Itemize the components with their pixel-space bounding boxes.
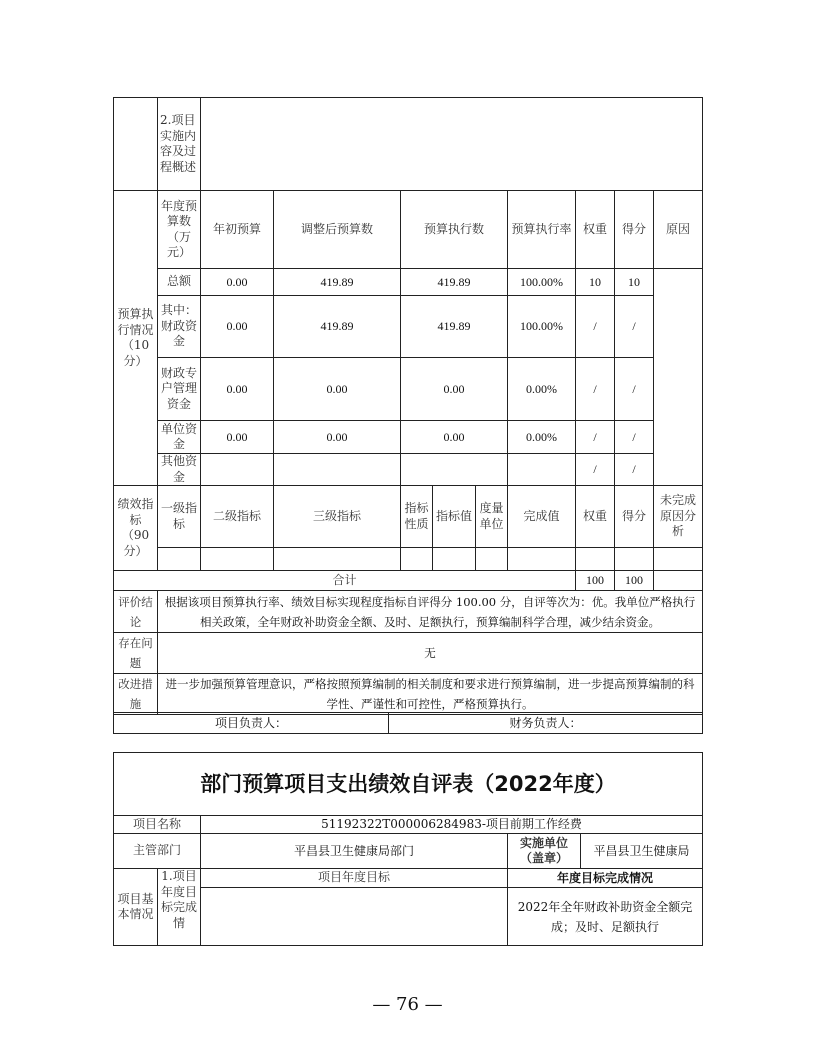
total-score: 100 [615, 571, 654, 591]
table-row [114, 421, 703, 454]
header-unit: 度量单位 [476, 486, 508, 548]
header-value: 指标值 [433, 486, 476, 548]
cell-executed: 419.89 [401, 269, 508, 296]
perf-group-label: 绩效指标（90分） [114, 486, 158, 571]
cell-initial: 0.00 [201, 296, 274, 358]
dept-label: 主管部门 [114, 834, 201, 869]
table-row [114, 548, 703, 571]
improve-label: 改进措施 [114, 674, 158, 715]
cell-weight: / [576, 454, 615, 486]
total-weight: 100 [576, 571, 615, 591]
cell-score: / [615, 454, 654, 486]
header-score: 得分 [615, 191, 654, 269]
table-row [114, 454, 703, 486]
impl-label: 2.项目实施内容及过程概述 [158, 98, 201, 191]
header-adjusted: 调整后预算数 [274, 191, 401, 269]
header-rate: 预算执行率 [508, 191, 576, 269]
cell-executed: 419.89 [401, 296, 508, 358]
problem-text: 无 [158, 633, 703, 674]
header-nature: 指标性质 [401, 486, 433, 548]
row-label: 总额 [158, 269, 201, 296]
header-executed: 预算执行数 [401, 191, 508, 269]
row-label: 其他资金 [158, 454, 201, 486]
table-row [114, 358, 703, 421]
problem-label: 存在问题 [114, 633, 158, 674]
header-level1: 一级指标 [158, 486, 201, 548]
total-row [114, 571, 703, 591]
header-unfinished-reason: 未完成原因分析 [654, 486, 703, 548]
signature-table [113, 712, 703, 734]
basic-info-label: 项目基本情况 [114, 869, 158, 946]
conclusion-label: 评价结论 [114, 591, 158, 633]
table-row [114, 269, 703, 296]
cell-rate: 0.00% [508, 358, 576, 421]
header-weight: 权重 [576, 191, 615, 269]
budget-group-label: 预算执行情况（10分） [114, 191, 158, 486]
completion-header: 年度目标完成情况 [508, 869, 703, 888]
cell-executed [401, 454, 508, 486]
cell-weight: / [576, 421, 615, 454]
header-initial: 年初预算 [201, 191, 274, 269]
cell-adjusted [274, 454, 401, 486]
cell-reason [654, 269, 703, 486]
goal-label: 1.项目年度目标完成情 [158, 869, 201, 946]
page-number: — 76 — [372, 994, 443, 1015]
row-label: 其中：财政资金 [158, 296, 201, 358]
cell-score: / [615, 358, 654, 421]
cell-rate: 100.00% [508, 296, 576, 358]
impl-content [201, 98, 703, 191]
finance-lead-label: 财务负责人： [389, 713, 703, 734]
improve-text: 进一步加强预算管理意识，严格按照预算编制的相关制度和要求进行预算编制，进一步提高预算编制的科学性、严谨性和可控性，严格预算执行。 [158, 674, 703, 715]
table-row [114, 296, 703, 358]
cell-adjusted: 419.89 [274, 296, 401, 358]
header-level3: 三级指标 [274, 486, 401, 548]
goal-header: 项目年度目标 [201, 869, 508, 888]
header-reason: 原因 [654, 191, 703, 269]
self-evaluation-table-2022 [113, 752, 703, 946]
header-score: 得分 [615, 486, 654, 548]
header-level2: 二级指标 [201, 486, 274, 548]
project-lead-label: 项目负责人： [114, 713, 389, 734]
unit-label: 实施单位（盖章） [508, 834, 581, 869]
cell-score: 10 [615, 269, 654, 296]
completion-text: 2022年全年财政补助资金全额完成；及时、足额执行 [508, 888, 703, 946]
project-name-label: 项目名称 [114, 816, 201, 834]
conclusion-text: 根据该项目预算执行率、绩效目标实现程度指标自评得分 100.00 分，自评等次为：优。我单位严格执行相关政策，全年财政补助资金全额、及时、足额执行，预算编制科学合理，减少结余资金。 [158, 591, 703, 633]
cell-initial: 0.00 [201, 358, 274, 421]
budget-execution-table [113, 97, 703, 591]
project-name: 51192322T000006284983-项目前期工作经费 [201, 816, 703, 834]
cell-rate: 100.00% [508, 269, 576, 296]
cell-rate: 0.00% [508, 421, 576, 454]
cell-weight: / [576, 358, 615, 421]
cell-initial: 0.00 [201, 269, 274, 296]
row-label: 财政专户管理资金 [158, 358, 201, 421]
header-annual-budget: 年度预算数（万元） [158, 191, 201, 269]
cell-weight: / [576, 296, 615, 358]
header-weight: 权重 [576, 486, 615, 548]
dept-value: 平昌县卫生健康局部门 [201, 834, 508, 869]
cell-adjusted: 0.00 [274, 421, 401, 454]
header-completed: 完成值 [508, 486, 576, 548]
table-title: 部门预算项目支出绩效自评表（2022年度） [114, 753, 703, 816]
cell-score: / [615, 421, 654, 454]
goal-text [201, 888, 508, 946]
cell-adjusted: 0.00 [274, 358, 401, 421]
total-label: 合计 [114, 571, 576, 591]
cell-score: / [615, 296, 654, 358]
cell-initial [201, 454, 274, 486]
cell-rate [508, 454, 576, 486]
evaluation-table [113, 590, 703, 715]
cell-initial: 0.00 [201, 421, 274, 454]
row-label: 单位资金 [158, 421, 201, 454]
cell-adjusted: 419.89 [274, 269, 401, 296]
cell-weight: 10 [576, 269, 615, 296]
unit-value: 平昌县卫生健康局 [581, 834, 703, 869]
cell-executed: 0.00 [401, 421, 508, 454]
cell-executed: 0.00 [401, 358, 508, 421]
